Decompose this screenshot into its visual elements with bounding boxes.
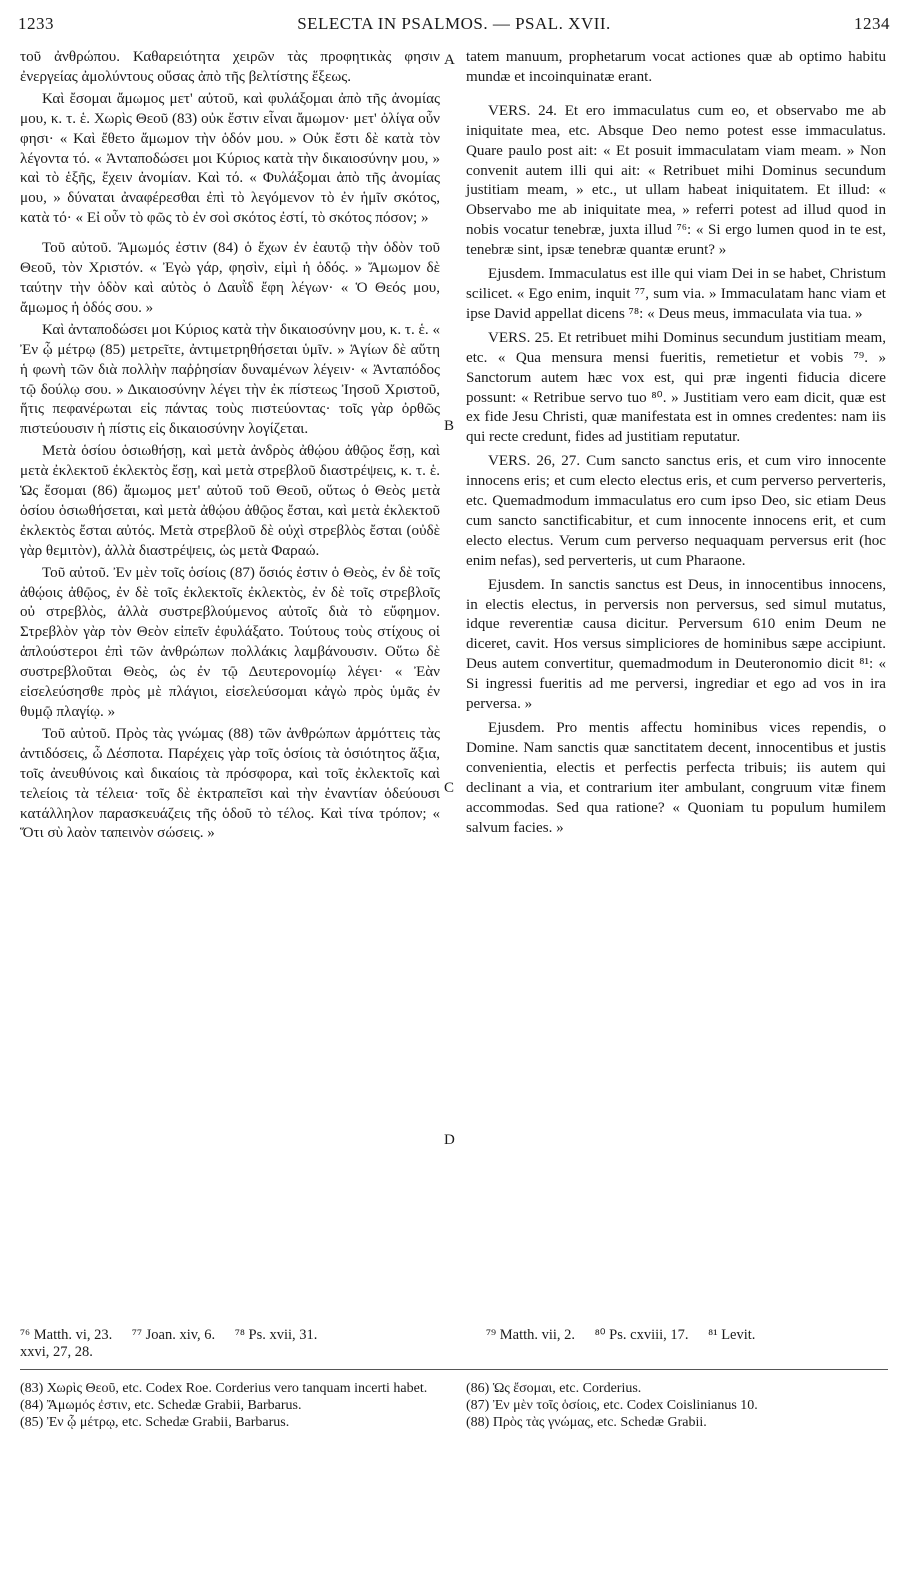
page-header: [18, 14, 890, 40]
running-title: SELECTA IN PSALMOS. — PSAL. XVII.: [297, 14, 611, 33]
reference: ⁷⁶ Matth. vi, 23.: [20, 1327, 113, 1343]
note: (88) Πρὸς τὰς γνώμας, etc. Schedæ Grabii.: [466, 1415, 707, 1430]
margin-letter-a: A: [444, 52, 455, 68]
note: (83) Χωρὶς Θεοῦ, etc. Codex Roe. Corderius vero tanquam incerti habet.: [20, 1381, 428, 1396]
latin-column: [466, 48, 886, 838]
note: (85) Ἐν ᾧ μέτρῳ, etc. Schedæ Grabii, Barbarus.: [20, 1415, 290, 1430]
greek-paragraph: Τοῦ αὐτοῦ. Ἐν μὲν τοῖς ὁσίοις (87) ὅσιός ἐστιν ὁ Θεὸς, ἐν δὲ τοῖς ἀθῴοις ἀθῷος, ἐν δὲ τοῖς ἐκλεκτοῖς ἐκλεκτὸς, ἐν δὲ τοῖς στρεβλοῖς οὐ στρεβλὸς, ἀλλὰ συστρεβλούμενος αὐτοῖς διὰ τὸ εὔφημον. Στρεβλὸν γὰρ τὸν Θεὸν εἰπεῖν ἐφυλάξατο. Τούτους τοὺς στίχους οἱ ἁπλούστεροι ἐπὶ τῶν ἀνθρώπων πολλάκις λαμβάνουσιν. Οὕτω δὲ συστρεβλοῦται Θεὸς, ὡς ἐν τῷ Δευτερονομίῳ λέγει· « Ἐὰν εἰσελεύσησθε πρὸς μὲ πλάγιοι, εἰσελεύσομαι κἀγὼ πρὸς ὑμᾶς ἐν θυμῷ πλαγίῳ. »: [20, 564, 440, 720]
reference: xxvi, 27, 28.: [20, 1344, 93, 1360]
latin-paragraph: Ejusdem. In sanctis sanctus est Deus, in innocentibus innocens, in electis electus, in perversis non perversus, sed simul mutatus, idque reverentiæ causa dicitur. Perversum 610 enim Deum ne diceret, cavit. Hos versus simpliciores de hominibus sæpe accipiunt. Deus autem convertitur, quemadmodum in Deuteronomio dicit ⁸¹: « Si ingressi fueritis ad me perversi, ingrediar et ego ad vos in ira perversa. »: [466, 576, 886, 713]
greek-paragraph: Τοῦ αὐτοῦ. Ἄμωμός ἐστιν (84) ὁ ἔχων ἐν ἑαυτῷ τὴν ὁδὸν τοῦ Θεοῦ, τὸν Χριστόν. « Ἐγὼ γάρ, φησὶν, εἰμὶ ἡ ὁδός. » Ἄμωμον δὲ ταύτην τὴν ὁδὸν καὶ αὐτὸς ὁ Δαυῒδ ἔφη λέγων· « Ὁ Θεός μου, ἄμωμος ἡ ὁδός σου. »: [20, 240, 440, 316]
notes-right: [466, 1380, 886, 1431]
greek-column: [20, 48, 440, 844]
page-number-right: 1234: [854, 14, 890, 33]
latin-paragraph: VERS. 24. Et ero immaculatus cum eo, et observabo me ab iniquitate mea, etc. Absque Deo nemo potest esse immaculatus. Quare paulo post ait: « Et posuit immaculatam viam meam. » Non convenit autem illi qui ait: « Retribuet mihi Dominus secundum justitiam meam, » etc., ut ullam habeat iniquitatem. Et illud: « Observabo me ab iniquitate mea, » referri potest ad illud quod in nobis vocatur tenebræ, juxta illud ⁷⁶: « Si ergo lumen quod in te est, tenebræ sint, ipsæ tenebræ quantæ erunt? »: [466, 102, 886, 259]
latin-paragraph: VERS. 25. Et retribuet mihi Dominus secundum justitiam meam, etc. « Qua mensura mensi fueritis, remetietur et vobis ⁷⁹. » Sanctorum autem hæc vox est, qui præ ingenti fiducia dicere possunt: « Retribue servo tuo ⁸⁰. » Justitiam vero eam dicit, quæ est ex fide Jesu Christi, quæ manifestata est in omnes credentes: nam iis qui recte credunt, fides ad justitiam reputatur.: [466, 329, 886, 446]
margin-letter-c: C: [444, 780, 455, 796]
greek-paragraph: Καὶ ἀνταποδώσει μοι Κύριος κατὰ τὴν δικαιοσύνην μου, κ. τ. ἑ. « Ἐν ᾧ μέτρῳ (85) μετρεῖτε, ἀντιμετρηθήσεται ὑμῖν. » Ἁγίων δὲ αὕτη ἡ φωνὴ τῶν διὰ πολλὴν παῤῥησίαν δυναμένων λέγειν· « Ἀνταπόδος τῷ δούλῳ σου. » Δικαιοσύνην λέγει τὴν ἐκ πίστεως Ἰησοῦ Χριστοῦ, ἥτις πεφανέρωται εἰς πάντας τοὺς πιστεύοντας· τοῖς γὰρ ὀρθῶς πιστεύουσιν ἡ πίστις εἰς δικαιοσύνην λογίζεται.: [20, 321, 440, 438]
latin-paragraph: tatem manuum, prophetarum vocat actiones quæ ab optimo habitu mundæ et incoinquinatæ erant.: [466, 49, 886, 85]
margin-letter-d: D: [444, 1132, 455, 1148]
margin-letter-b: B: [444, 418, 455, 434]
notes-divider: [20, 1369, 888, 1370]
latin-paragraph: Ejusdem. Immaculatus est ille qui viam Dei in se habet, Christum scilicet. « Ego enim, inquit ⁷⁷, sum via. » Immaculatam hanc viam et ipse David appellat dicens ⁷⁸: « Deus meus, immaculata via tua. »: [466, 266, 886, 322]
reference: ⁷⁸ Ps. xvii, 31.: [234, 1327, 318, 1343]
page-number-left: 1233: [18, 14, 54, 33]
latin-paragraph: Ejusdem. Pro mentis affectu hominibus vices rependis, o Domine. Nam sanctis quæ sanctitatem decent, innocentibus et justis convenientia, electis et perfectis perfecta tribuis; iis autem qui declinant a via, et contrarium iter ambulant, congruum vitæ finem accommodas. Sed qua ratione? « Quoniam tu populum humilem salvum facies. »: [466, 720, 886, 836]
reference: ⁸⁰ Ps. cxviii, 17.: [594, 1327, 689, 1343]
note: (86) Ὡς ἔσομαι, etc. Corderius.: [466, 1381, 642, 1396]
latin-paragraph: VERS. 26, 27. Cum sancto sanctus eris, et cum viro innocente innocens eris; et cum electo electus eris, et cum perverso perverteris, etc. Quemadmodum immaculatus ero cum ipso Deo, sic etiam Deus cum sancto sanctificabitur, et cum innocente innocens erit, et cum electo electus. Verum cum perverso nequaquam perversus erit (hoc enim nefas), sed perverteris, ut cum Pharaone.: [466, 453, 886, 569]
greek-paragraph: Καὶ ἔσομαι ἄμωμος μετ' αὐτοῦ, καὶ φυλάξομαι ἀπὸ τῆς ἀνομίας μου, κ. τ. ἑ. Χωρὶς Θεοῦ (83) οὐκ ἔστιν εἶναι ἄμωμον· μετ' ὀλίγα οὖν φησι· « Καὶ ἔθετο ἄμωμον τὴν ὁδόν μου. » Οὐκ ἔστι δὲ κατὰ τὸν λέγοντα τό. « Ἀνταποδώσει μοι Κύριος κατὰ τὴν δικαιοσύνην μου, » καὶ τὸ ἑξῆς, ἔχειν ἀνομίαν. Καὶ τό. « Φυλάξομαι ἀπὸ τῆς ἀνομίας μου, » δύναται ἀναφέρεσθαι ἐπὶ τὸ λεγόμενον τὸ ἐν ἡμῖν σκότος, κατὰ τό· « Εἰ οὖν τὸ φῶς τὸ ἐν σοὶ σκότος ἐστί, τὸ σκότος πόσον; »: [20, 90, 440, 227]
greek-paragraph: Τοῦ αὐτοῦ. Πρὸς τὰς γνώμας (88) τῶν ἀνθρώπων ἁρμόττεις τὰς ἀντιδόσεις, ὦ Δέσποτα. Παρέχεις γὰρ τοῖς ὁσίοις τὰ ὁσιότητος ἄξια, τοῖς ἀνευθύνοις καὶ δικαίοις τὰ πρόσφορα, καὶ τοῖς ἐκλεκτοῖς καὶ τελείοις τὰ τέλεια· τοῖς δὲ ἐκτραπεῖσι καὶ τὴν ἐναντίαν ὁδεύουσι κατάλληλον παρασκευάζεις τῆς ὁδοῦ τὸ τέλος. Καὶ τίνα τρόπον; « Ὅτι σὺ λαὸν ταπεινὸν σώσεις. »: [20, 725, 440, 842]
greek-paragraph: τοῦ ἀνθρώπου. Καθαρειότητα χειρῶν τὰς προφητικὰς φησιν ἐνεργείας ἀμολύντους οὔσας ἀπὸ τῆς βελτίστης ἕξεως.: [20, 49, 440, 85]
note: (87) Ἐν μὲν τοῖς ὁσίοις, etc. Codex Coislinianus 10.: [466, 1398, 758, 1413]
reference: ⁸¹ Levit.: [708, 1327, 756, 1343]
reference: ⁷⁹ Matth. vii, 2.: [486, 1327, 576, 1343]
greek-paragraph: Μετὰ ὁσίου ὁσιωθήσῃ, καὶ μετὰ ἀνδρὸς ἀθῴου ἀθῷος ἔσῃ, καὶ μετὰ ἐκλεκτοῦ ἐκλεκτὸς ἔσῃ, καὶ μετὰ στρεβλοῦ διαστρέψεις, κ. τ. ἑ. Ὡς ἔσομαι (86) ἄμωμος μετ' αὐτοῦ τοῦ Θεοῦ, οὕτως ὁ Θεὸς μετὰ ὁσίου ὁσιωθήσεται, καὶ μετὰ ἀθῴου ἀθῷος ἔσται, καὶ μετὰ ἐκλεκτοῦ ἐκλεκτὸς ἔσται αὐτός. Μετὰ στρεβλοῦ δὲ οὐχὶ στρεβλὸς ἔσται (οὐδὲ γὰρ θεμιτὸν), ἀλλὰ διαστρέψεις, ὡς μετὰ Φαραώ.: [20, 443, 440, 559]
reference: ⁷⁷ Joan. xiv, 6.: [131, 1327, 216, 1343]
notes-left: [20, 1380, 440, 1431]
note: (84) Ἄμωμός ἐστιν, etc. Schedæ Grabii, Barbarus.: [20, 1398, 302, 1413]
